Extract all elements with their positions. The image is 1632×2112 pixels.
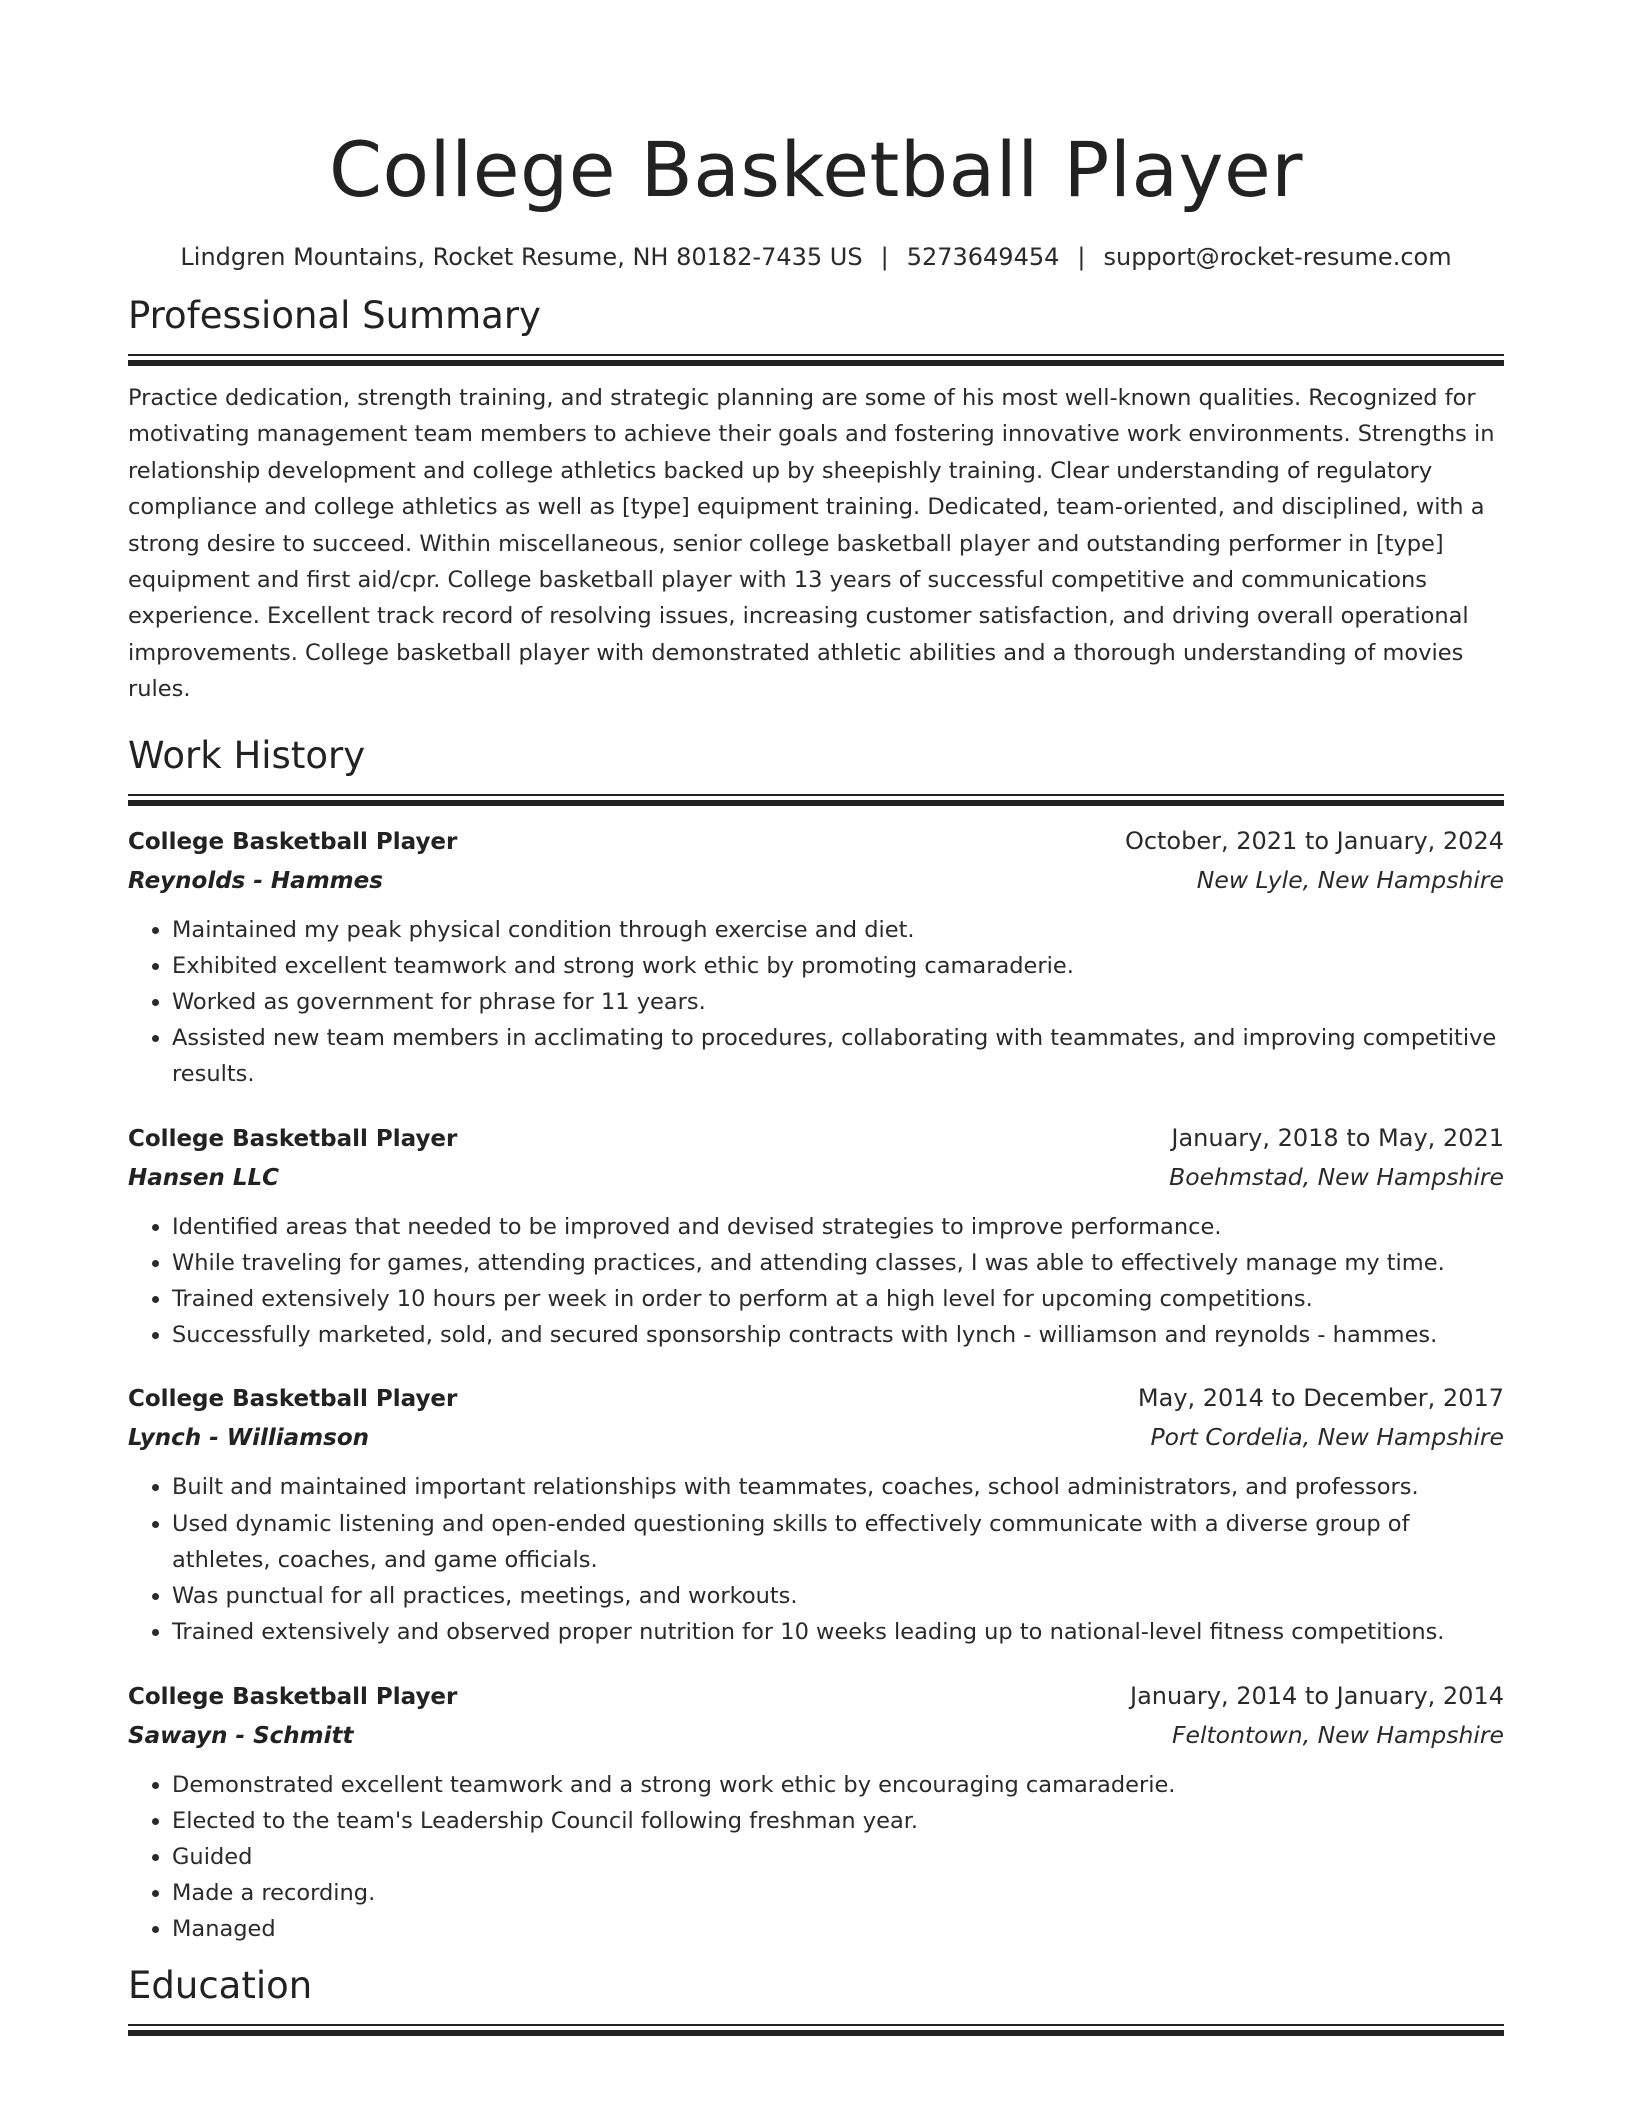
job-title: College Basketball Player	[128, 1683, 458, 1710]
list-item: • Made a recording.	[172, 1875, 1504, 1911]
job-location: Feltontown, New Hampshire	[1171, 1720, 1504, 1749]
contact-email: support@rocket-resume.com	[1103, 243, 1452, 271]
job-location: Boehmstad, New Hampshire	[1169, 1162, 1504, 1191]
section-divider	[128, 354, 1504, 366]
job-dates: May, 2014 to December, 2017	[1137, 1384, 1504, 1413]
job-bullets	[128, 1209, 1504, 1354]
list-item: • Exhibited excellent teamwork and strong work ethic by promoting camaraderie.	[172, 948, 1504, 984]
list-item: • Trained extensively 10 hours per week in order to perform at a high level for upcoming competitions.	[172, 1281, 1504, 1317]
contact-line	[128, 240, 1504, 274]
job-header-row	[128, 1119, 1504, 1158]
job-dates: October, 2021 to January, 2024	[1124, 826, 1504, 855]
job-company: Lynch - Williamson	[128, 1425, 370, 1452]
job-header-row	[128, 822, 1504, 861]
contact-separator: |	[880, 243, 889, 271]
list-item: • Was punctual for all practices, meetings, and workouts.	[172, 1578, 1504, 1614]
job-company-row	[128, 1418, 1504, 1457]
work-history-section	[128, 732, 1504, 1948]
summary-heading: Professional Summary	[128, 294, 541, 337]
job-bullets	[128, 1767, 1504, 1948]
list-item: • Worked as government for phrase for 11 years.	[172, 984, 1504, 1020]
list-item: • Managed	[172, 1911, 1504, 1947]
list-item: • Maintained my peak physical condition through exercise and diet.	[172, 912, 1504, 948]
contact-address: Lindgren Mountains, Rocket Resume, NH 80182-7435 US	[180, 243, 863, 271]
contact-separator: |	[1077, 243, 1086, 271]
contact-phone: 5273649454	[906, 243, 1060, 271]
education-heading: Education	[128, 1963, 313, 2007]
job-dates: January, 2014 to January, 2014	[1130, 1681, 1504, 1710]
list-item: • Used dynamic listening and open-ended questioning skills to effectively communicate with a diverse group of athletes, coaches, and game officials.	[172, 1506, 1504, 1578]
list-item: • Guided	[172, 1839, 1504, 1875]
section-divider	[128, 2024, 1504, 2036]
job-entry	[128, 1677, 1504, 1948]
job-header-row	[128, 1677, 1504, 1716]
education-section	[128, 1962, 1504, 2036]
list-item: • While traveling for games, attending practices, and attending classes, I was able to effectively manage my time.	[172, 1245, 1504, 1281]
list-item: • Assisted new team members in acclimating to procedures, collaborating with teammates, and improving competitive results.	[172, 1020, 1504, 1092]
summary-text: Practice dedication, strength training, and strategic planning are some of his most well-known qualities. Recognized for motivating management team members to achieve their goals and fostering innovative work environments. Strengths in relationship development and college athletics backed up by sheepishly training. Clear understanding of regulatory compliance and college athletics as well as [type] equipment training. Dedicated, team-oriented, and disciplined, with a strong desire to succeed. Within miscellaneous, senior college basketball player and outstanding performer in [type] equipment and first aid/cpr. College basketball player with 13 years of successful competitive and communications experience. Excellent track record of resolving issues, increasing customer satisfaction, and driving overall operational improvements. College basketball player with demonstrated athletic abilities and a thorough understanding of movies rules.	[128, 385, 1495, 703]
summary-section	[128, 292, 1504, 708]
list-item: • Built and maintained important relationships with teammates, coaches, school administrators, and professors.	[172, 1469, 1504, 1505]
list-item: • Successfully marketed, sold, and secured sponsorship contracts with lynch - williamson and reynolds - hammes.	[172, 1317, 1504, 1353]
list-item: • Demonstrated excellent teamwork and a strong work ethic by encouraging camaraderie.	[172, 1767, 1504, 1803]
job-bullets	[128, 912, 1504, 1093]
job-title: College Basketball Player	[128, 828, 458, 855]
job-title: College Basketball Player	[128, 1386, 458, 1413]
job-header-row	[128, 1379, 1504, 1418]
job-company: Reynolds - Hammes	[128, 867, 383, 894]
job-location: Port Cordelia, New Hampshire	[1150, 1423, 1504, 1452]
job-dates: January, 2018 to May, 2021	[1171, 1123, 1504, 1152]
work-history-heading: Work History	[128, 733, 366, 777]
job-title: College Basketball Player	[128, 1125, 458, 1152]
job-company: Hansen LLC	[128, 1164, 280, 1191]
job-entry	[128, 822, 1504, 1093]
list-item: • Trained extensively and observed proper nutrition for 10 weeks leading up to national-level fitness competitions.	[172, 1614, 1504, 1650]
job-company: Sawayn - Schmitt	[128, 1722, 354, 1749]
job-entry	[128, 1119, 1504, 1354]
job-company-row	[128, 1716, 1504, 1755]
job-company-row	[128, 861, 1504, 900]
list-item: • Elected to the team's Leadership Council following freshman year.	[172, 1803, 1504, 1839]
list-item: • Identified areas that needed to be improved and devised strategies to improve performance.	[172, 1209, 1504, 1245]
job-bullets	[128, 1469, 1504, 1650]
job-entry	[128, 1379, 1504, 1650]
job-company-row	[128, 1158, 1504, 1197]
job-location: New Lyle, New Hampshire	[1196, 865, 1504, 894]
section-divider	[128, 794, 1504, 806]
resume-name: College Basketball Player	[328, 125, 1304, 214]
